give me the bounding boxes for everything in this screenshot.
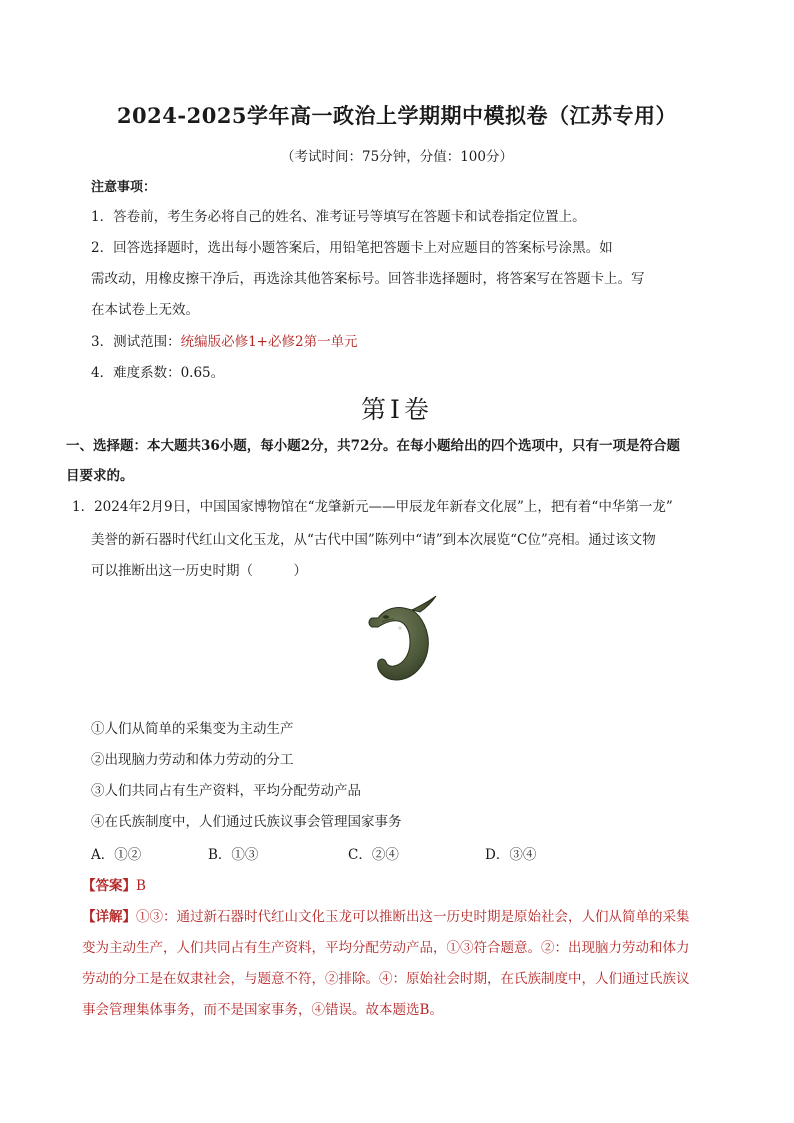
note-item-2-line-3: 在本试卷上无效。 (91, 302, 199, 318)
detail-line-2: 变为主动生产，人们共同占有生产资料，平均分配劳动产品，①③符合题意。②：出现脑力劳动和体力 (82, 940, 690, 956)
detail-line-3: 劳动的分工是在奴隶社会，与题意不符，②排除。④：原始社会时期，在氏族制度中，人们通过氏族议 (82, 971, 690, 987)
note-item-2-line-2: 需改动，用橡皮擦干净后，再选涂其他答案标号。回答非选择题时，将答案写在答题卡上。写 (91, 271, 645, 287)
page-title: 2024-2025学年高一政治上学期期中模拟卷（江苏专用） (116, 103, 678, 128)
question-1-line-2: 美誉的新石器时代红山文化玉龙，从“古代中国”陈列中“请”到本次展览“C位”亮相。通过该文物 (91, 532, 656, 548)
option-d[interactable]: D．③④ (485, 847, 537, 863)
section-instruction-line-2: 目要求的。 (66, 468, 134, 484)
option-b[interactable]: B．①③ (208, 847, 259, 863)
jade-dragon-image (364, 592, 446, 702)
answer-label: 【答案】 (82, 878, 136, 894)
test-scope: 统编版必修1+必修2第一单元 (180, 334, 358, 350)
note-item-1: 1．答卷前，考生务必将自己的姓名、准考证号等填写在答题卡和试卷指定位置上。 (91, 209, 586, 225)
note-item-3-label: 3．测试范围： (91, 334, 181, 350)
section-instruction-line-1: 一、选择题：本大题共36小题，每小题2分，共72分。在每小题给出的四个选项中，只有一项是符合题 (66, 438, 680, 454)
volume-title: 第Ⅰ卷 (361, 395, 433, 424)
note-item-3 (91, 330, 358, 350)
statement-3: ③人们共同占有生产资料，平均分配劳动产品 (91, 783, 361, 799)
detail-label: 【详解】 (82, 909, 136, 925)
detail-text-1: ①③：通过新石器时代红山文化玉龙可以推断出这一历史时期是原始社会，人们从简单的采集 (136, 909, 690, 925)
statement-1: ①人们从简单的采集变为主动生产 (91, 721, 294, 737)
detail-line-4: 事会管理集体事务，而不是国家事务，④错误。故本题选B。 (82, 1002, 443, 1018)
detail-line-1 (82, 905, 690, 925)
option-a[interactable]: A．①② (91, 847, 142, 863)
statement-2: ②出现脑力劳动和体力劳动的分工 (91, 752, 294, 768)
question-1-line-3: 可以推断出这一历史时期（ ） (91, 563, 307, 579)
notes-heading: 注意事项： (91, 180, 157, 195)
answer-line (82, 874, 146, 894)
exam-info: （考试时间：75分钟，分值：100分） (281, 149, 513, 165)
answer-value: B (136, 878, 146, 894)
note-item-2-line-1: 2．回答选择题时，选出每小题答案后，用铅笔把答题卡上对应题目的答案标号涂黑。如 (91, 240, 613, 256)
option-c[interactable]: C．②④ (348, 847, 399, 863)
question-1-line-1: 1．2024年2月9日，中国国家博物馆在“龙肇新元——甲辰龙年新春文化展”上，把有着“中华第一龙” (72, 499, 673, 515)
statement-4: ④在氏族制度中，人们通过氏族议事会管理国家事务 (91, 814, 402, 830)
note-item-4: 4．难度系数：0.65。 (91, 365, 225, 381)
